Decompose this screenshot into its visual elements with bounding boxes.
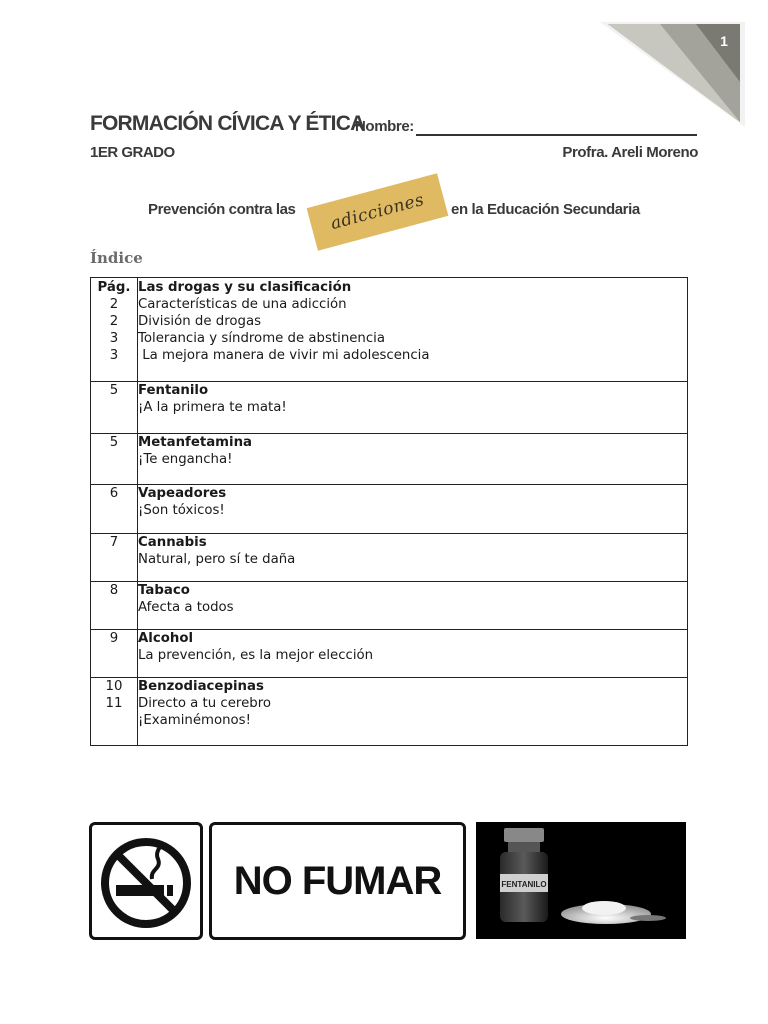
- topic-title: Alcohol: [138, 631, 194, 646]
- topic-title: Las drogas y su clasificación: [138, 280, 352, 295]
- index-row: [91, 382, 688, 434]
- page-number-cell: [91, 278, 138, 382]
- name-label: Nombre:: [355, 118, 414, 135]
- page-number-cell: [91, 485, 138, 534]
- subtitle-right: en la Educación Secundaria: [451, 201, 640, 218]
- topic-line: ¡Te engancha!: [138, 452, 233, 467]
- topic-cell: [138, 678, 688, 746]
- page-number-cell: [91, 382, 138, 434]
- no-smoking-text-sign: NO FUMAR: [209, 822, 466, 940]
- topic-cell: [138, 534, 688, 582]
- page-number: 5: [109, 383, 119, 398]
- topic-line: Directo a tu cerebro: [138, 696, 272, 711]
- topic-cell: [138, 382, 688, 434]
- topic-line: ¡Examinémonos!: [138, 713, 251, 728]
- topic-cell: [138, 434, 688, 485]
- topic-line: División de drogas: [138, 314, 262, 329]
- page-number: 6: [109, 486, 119, 501]
- page-number-cell: [91, 434, 138, 485]
- no-smoking-sign: [89, 822, 203, 940]
- index-row: [91, 630, 688, 678]
- topic-line: La prevención, es la mejor elección: [138, 648, 374, 663]
- page-number: 2: [109, 314, 119, 329]
- page-number-cell: [91, 582, 138, 630]
- subtitle-highlight-sticker: adicciones: [307, 173, 449, 250]
- grade-label: 1ER GRADO: [90, 144, 175, 161]
- page-number: 10: [105, 679, 123, 694]
- topic-line: ¡Son tóxicos!: [138, 503, 225, 518]
- topic-title: Vapeadores: [138, 486, 227, 501]
- topic-title: Fentanilo: [138, 383, 209, 398]
- topic-cell: [138, 630, 688, 678]
- page-number: 3: [109, 331, 119, 346]
- page-number: 1: [720, 33, 728, 49]
- topic-line: Natural, pero sí te daña: [138, 552, 296, 567]
- topic-line: La mejora manera de vivir mi adolescencia: [138, 348, 430, 363]
- topic-line: Características de una adicción: [138, 297, 347, 312]
- topic-title: Benzodiacepinas: [138, 679, 264, 694]
- page-column-header: Pág.: [97, 280, 131, 295]
- teacher-name: Profra. Areli Moreno: [562, 144, 698, 161]
- page-number-cell: [91, 534, 138, 582]
- topic-line: Afecta a todos: [138, 600, 234, 615]
- no-smoking-icon: [92, 825, 200, 937]
- name-field-line[interactable]: [416, 134, 697, 136]
- subtitle-left: Prevención contra las: [148, 201, 296, 218]
- topic-cell: [138, 278, 688, 382]
- index-row: [91, 678, 688, 746]
- topic-line: ¡A la primera te mata!: [138, 400, 287, 415]
- page-number: 3: [109, 348, 119, 363]
- fentanyl-photo: [476, 822, 686, 939]
- index-row: [91, 278, 688, 382]
- topic-cell: [138, 485, 688, 534]
- page-number: 9: [109, 631, 119, 646]
- topic-line: Tolerancia y síndrome de abstinencia: [138, 331, 386, 346]
- index-row: [91, 582, 688, 630]
- index-row: [91, 434, 688, 485]
- vial-label: FENTANILO: [501, 880, 547, 889]
- page-number-cell: [91, 678, 138, 746]
- page-number: 7: [109, 535, 119, 550]
- page-number: 2: [109, 297, 119, 312]
- index-table: [90, 277, 688, 746]
- topic-title: Cannabis: [138, 535, 207, 550]
- index-row: [91, 534, 688, 582]
- index-heading: Índice: [90, 249, 143, 267]
- topic-cell: [138, 582, 688, 630]
- index-row: [91, 485, 688, 534]
- topic-title: Tabaco: [138, 583, 190, 598]
- page-number: 8: [109, 583, 119, 598]
- topic-title: Metanfetamina: [138, 435, 253, 450]
- page-number: 11: [105, 696, 123, 711]
- subject-title: FORMACIÓN CÍVICA Y ÉTICA: [90, 112, 365, 135]
- page-number-cell: [91, 630, 138, 678]
- page-number: 5: [109, 435, 119, 450]
